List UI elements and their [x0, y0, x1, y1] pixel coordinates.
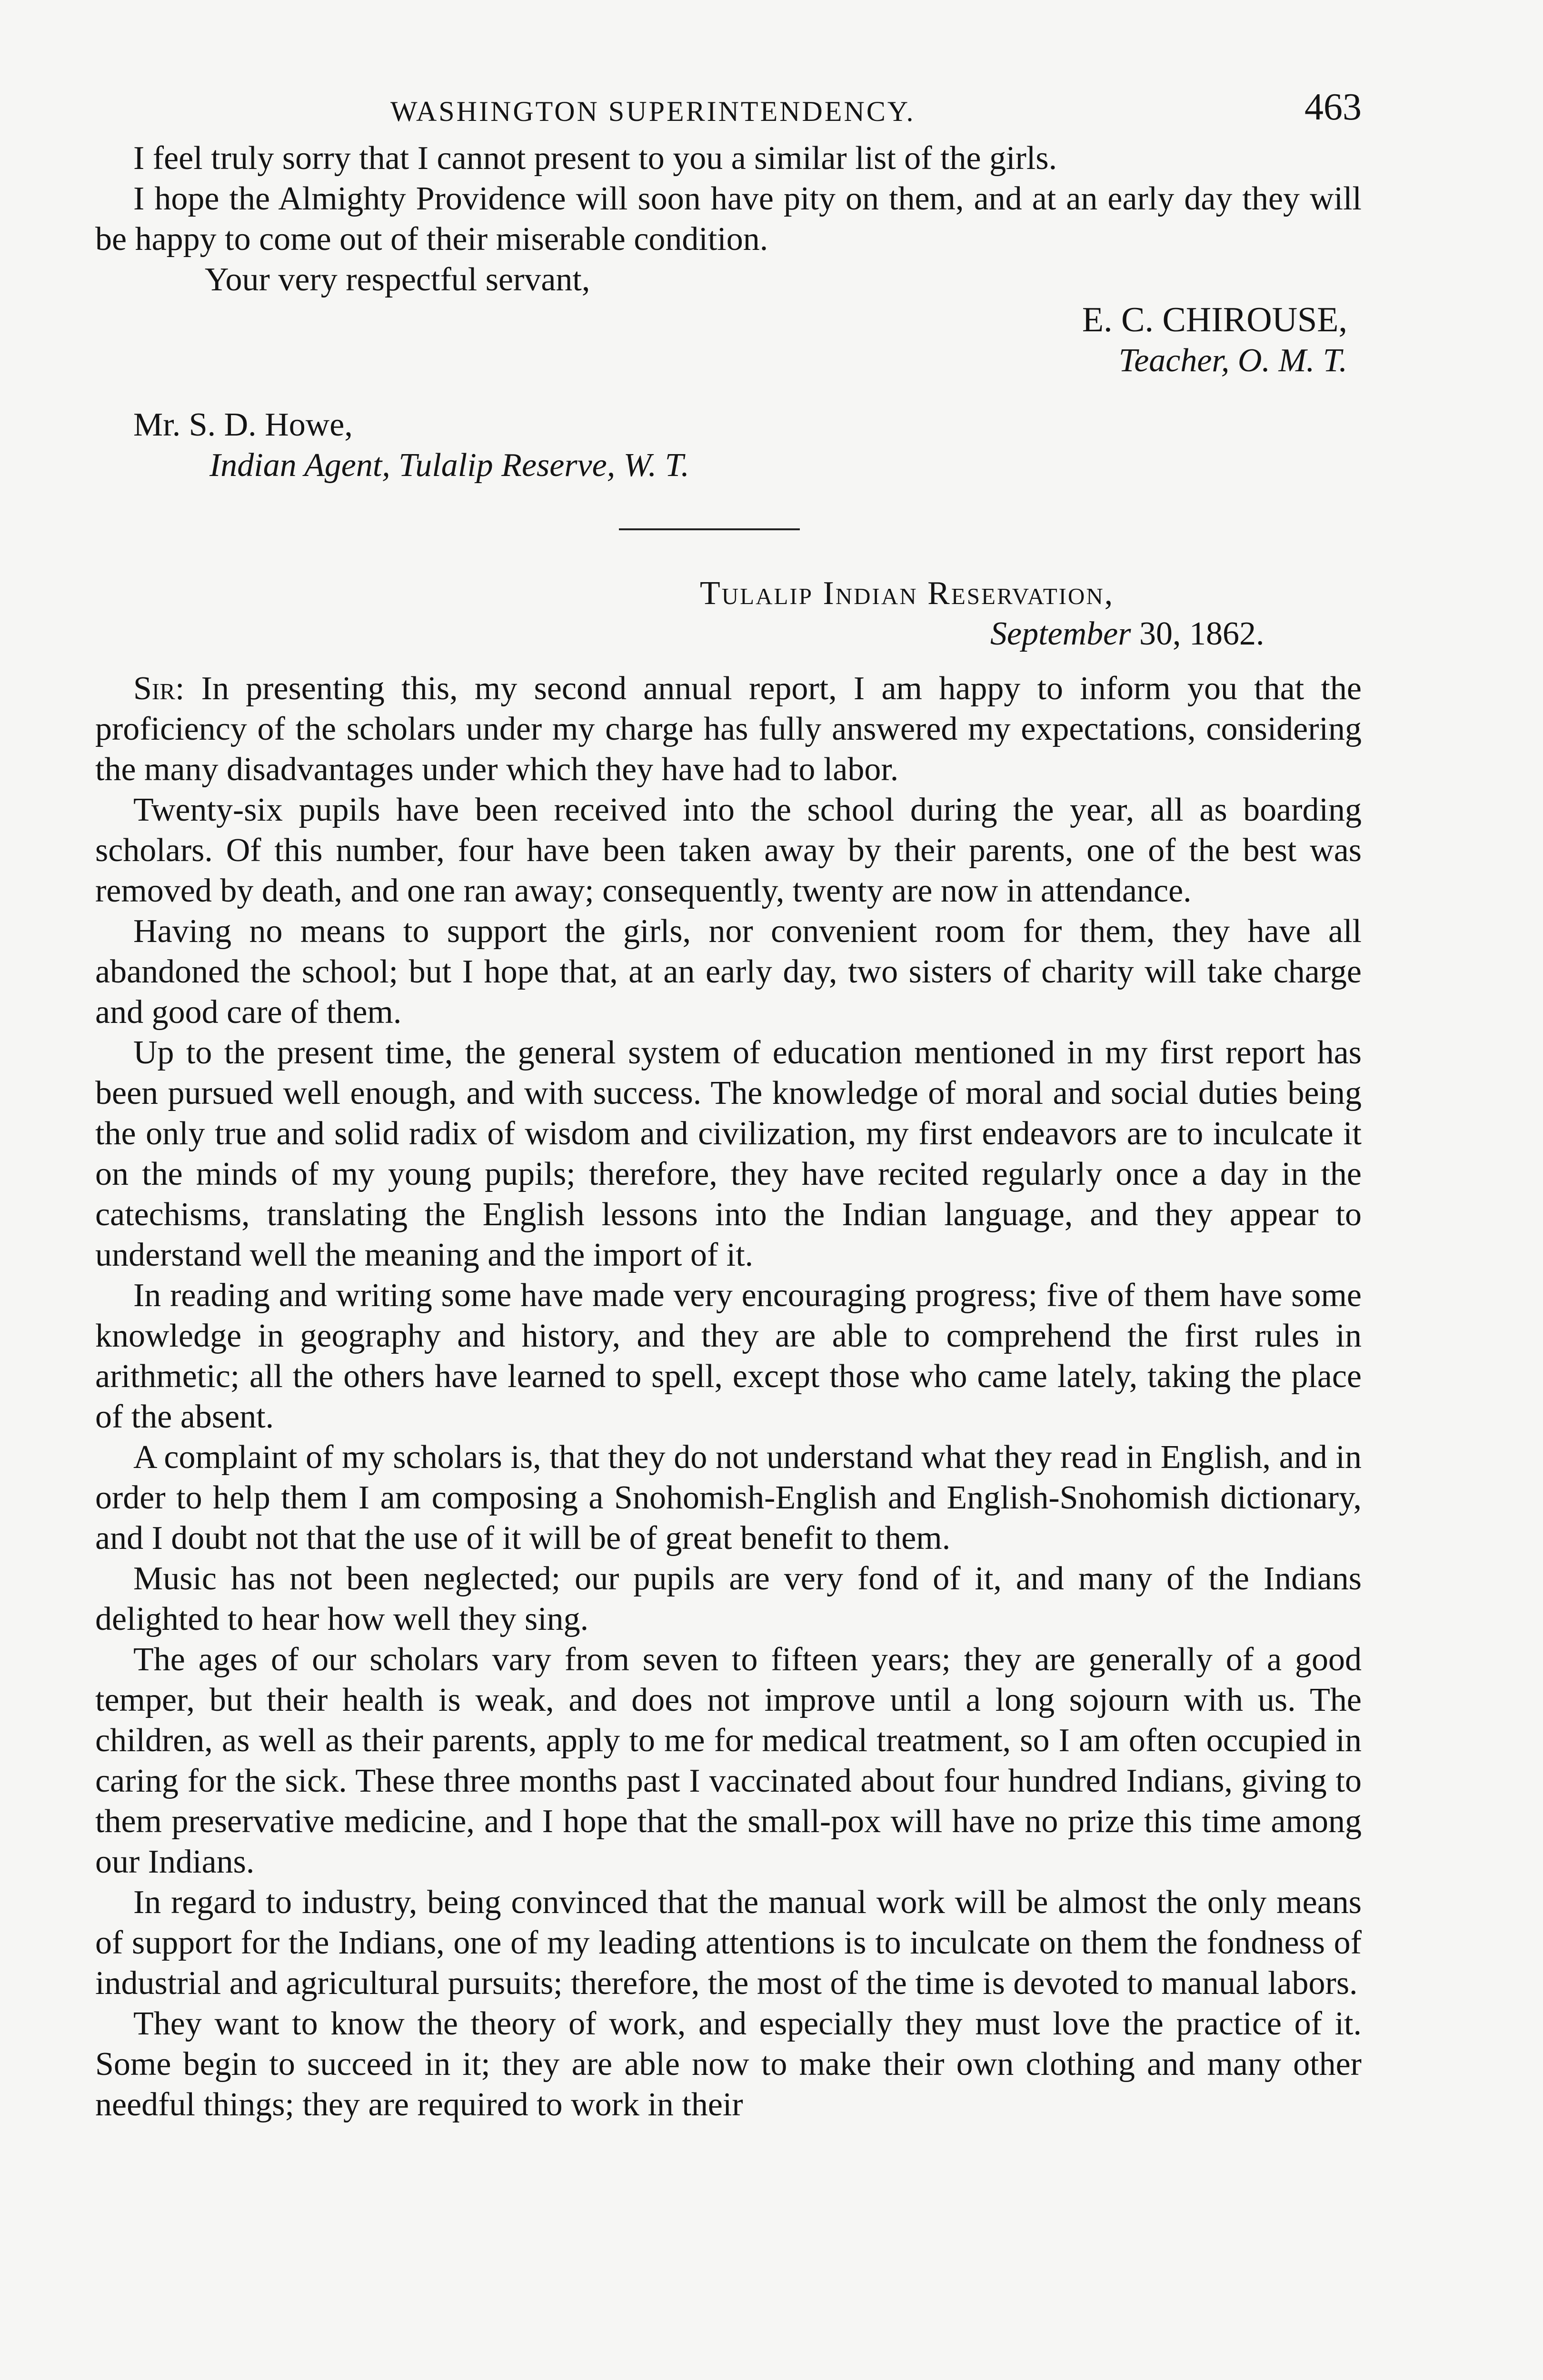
body-paragraph-5: In reading and writing some have made very encouraging progress; five of them have some knowledge in geography and history, and they are able to comprehend the first rules in arithmetic; all the others have learned to spell, except those who came lately, taking the place of the absent.: [95, 1277, 1362, 1435]
body-paragraph-2: Twenty-six pupils have been received into the school during the year, all as boarding scholars. Of this number, four have been taken away by their parents, one of the best was removed by death, and one ran away; consequently, twenty are now in attendance.: [95, 792, 1362, 909]
running-title: WASHINGTON SUPERINTENDENCY.: [390, 96, 916, 127]
body-paragraph-10: They want to know the theory of work, and especially they must love the practice of it. Some begin to succeed in it; they are able now to make their own clothing and many other needful things; they are required to work in their: [95, 2005, 1362, 2123]
first-letter-line-1: I feel truly sorry that I cannot present to you a similar list of the girls.: [133, 140, 1057, 177]
body-paragraph-1: [95, 668, 1362, 790]
text-column: [95, 86, 1362, 2125]
addressee-name: Mr. S. D. Howe,: [133, 407, 353, 443]
body-paragraph-4: Up to the present time, the general system of education mentioned in my first report has been pursued well enough, and with success. The knowledge of moral and social duties being the only true and solid radix of wisdom and civilization, my first endeavors are to inculcate it on the minds of my young pupils; therefore, they have recited regularly once a day in the catechisms, translating the English lessons into the Indian language, and they appear to understand well the meaning and the import of it.: [95, 1034, 1362, 1273]
page-number: 463: [1304, 86, 1362, 128]
body-paragraph-3: Having no means to support the girls, nor convenient room for them, they have all abandoned the school; but I hope that, at an early day, two sisters of charity will take charge and good care of them.: [95, 913, 1362, 1031]
body-paragraph-6: A complaint of my scholars is, that they do not understand what they read in English, and in order to help them I am composing a Snohomish-English and English-Snohomish dictionary, and I doubt not that the use of it will be of great benefit to them.: [95, 1439, 1362, 1557]
addressee-title: Indian Agent, Tulalip Reserve, W. T.: [209, 447, 689, 484]
running-head: [95, 86, 1362, 138]
signature-title: Teacher, O. M. T.: [1118, 342, 1347, 379]
salutation: Sir: [133, 670, 175, 707]
letter-body: [95, 668, 1362, 2125]
dateline-day-year: 30, 1862.: [1131, 615, 1264, 652]
first-letter-line-2: I hope the Almighty Providence will soon have pity on them, and at an early day they will be happy to come out of their miserable condition.: [95, 180, 1362, 258]
dateline-place: Tulalip Indian Reservation,: [700, 575, 1115, 612]
body-paragraph-8: The ages of our scholars vary from seven to fifteen years; they are generally of a good temper, but their health is weak, and does not improve until a long sojourn with us. The children, as well as their parents, apply to me for medical treatment, so I am often occupied in caring for the sick. These three months past I vaccinated about four hundred Indians, giving to them preservative medicine, and I hope that the small-pox will have no prize this time among our Indians.: [95, 1641, 1362, 1880]
dateline-date: [95, 614, 1362, 654]
body-paragraph-7: Music has not been neglected; our pupils are very fond of it, and many of the Indians delighted to hear how well they sing.: [95, 1560, 1362, 1637]
section-divider-rule: [619, 528, 800, 530]
body-paragraph-1-text: : In presenting this, my second annual report, I am happy to inform you that the proficiency of the scholars under my charge has fully answered my expectations, considering the many disadvantages under which they have had to labor.: [95, 670, 1362, 788]
dateline-month: September: [990, 615, 1131, 652]
signature-name: E. C. CHIROUSE,: [1082, 300, 1347, 339]
body-paragraph-9: In regard to industry, being convinced that the manual work will be almost the only means of support for the Indians, one of my leading attentions is to inculcate on them the fondness of industrial and agricultural pursuits; therefore, the most of the time is devoted to manual labors.: [95, 1884, 1362, 2002]
letter-closing: Your very respectful servant,: [205, 261, 590, 298]
